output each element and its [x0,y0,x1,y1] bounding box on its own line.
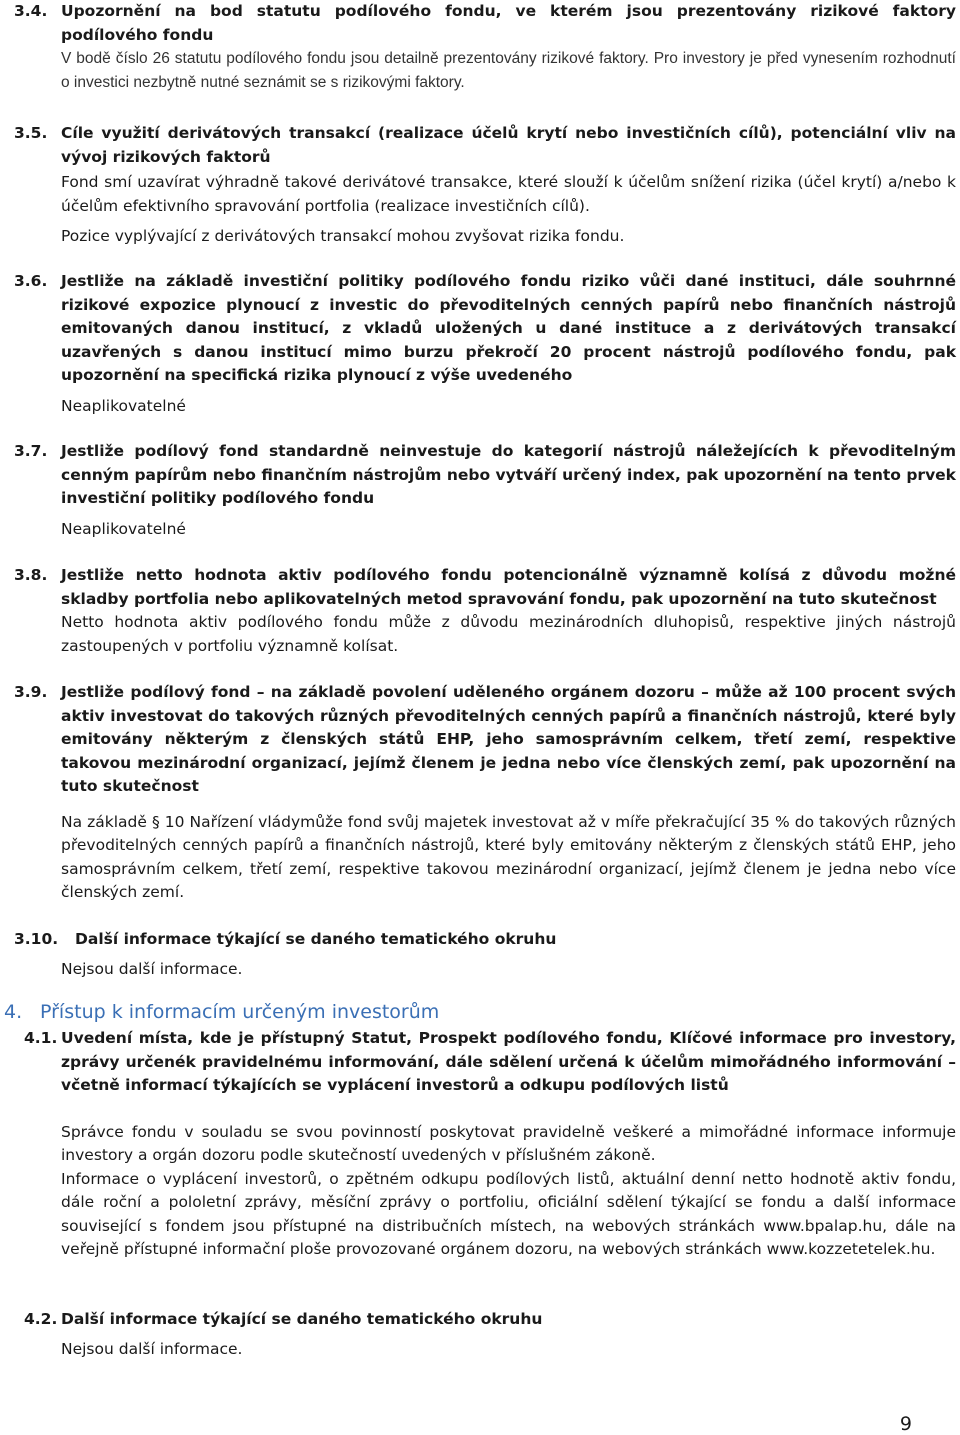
section-3-7 [0,440,960,541]
section-heading-text: Upozornění na bod statutu podílového fondu, ve kterém jsou prezentovány rizikové faktory podílového fondu [61,2,956,44]
section-heading-text: Jestliže netto hodnota aktiv podílového fondu potencionálně významně kolísá z důvodu možné skladby portfolia nebo aplikovatelných metod spravování fondu, pak upozornění na tuto skutečnost [61,566,956,608]
section-text: Informace o vyplácení investorů, o zpětném odkupu podílových listů, aktuální denní netto hodnotě aktiv fondu, dále roční a pololetní zprávy, měsíční zprávy o portfoliu, oficiální sdělení týkající se fondu a další informace související s fondem jsou přístupné na distribučních místech, na webových stránkách www.bpalap.hu, dále na veřejně přístupné informační ploše provozované orgánem dozoru, na webových stránkách www.kozzetetelek.hu. [61,1169,956,1258]
section-heading [0,440,960,511]
section-number: 3.8. [14,566,48,584]
section-heading [0,122,960,169]
section-number: 3.7. [14,442,48,460]
section-number: 4. [4,1001,23,1023]
section-heading [0,270,960,388]
section-text: Neaplikovatelné [61,396,186,415]
section-text: Nejsou další informace. [61,1339,243,1358]
section-heading [0,1308,960,1332]
section-heading-text: Další informace týkající se daného tematického okruhu [61,1310,543,1328]
section-text: Nejsou další informace. [61,959,243,978]
section-number: 3.6. [14,272,48,290]
page-number: 9 [899,1413,912,1435]
section-number: 4.2. [24,1310,58,1328]
section-heading-text: Další informace týkající se daného tematického okruhu [75,930,557,948]
section-3-4 [0,0,960,94]
section-number: 3.4. [14,2,48,20]
section-heading [0,928,960,952]
section-heading-text: Uvedení místa, kde je přístupný Statut, Prospekt podílového fondu, Klíčové informace pro investory, zprávy určenék pravidelnému informování, dále sdělení určená k účelům mimořádného informování – včetně informací týkajících se vyplácení investorů a odkupu podílových listů [61,1029,956,1094]
section-heading-text: Cíle využití derivátových transakcí (realizace účelů krytí nebo investičních cílů), potenciální vliv na vývoj rizikových faktorů [61,124,956,166]
section-text: Neaplikovatelné [61,519,186,538]
section-number: 3.9. [14,683,48,701]
section-3-9 [0,681,960,905]
section-text: Netto hodnota aktiv podílového fondu může z důvodu mezinárodních dluhopisů, respektive jiných nástrojů zastoupených v portfoliu významně kolísat. [61,613,956,655]
section-4-title [4,999,439,1025]
section-text: Fond smí uzavírat výhradně takové derivátové transakce, které slouží k účelům snížení rizika (účel krytí) a/nebo k účelům efektivního spravování portfolia (realizace investičních cílů). [61,173,956,215]
section-heading-text: Jestliže podílový fond standardně neinvestuje do kategorií nástrojů náležejících k převoditelným cenným papírům nebo finančním nástrojům nebo vytváří určený index, pak upozornění na tento prvek investiční politiky podílového fondu [61,442,956,507]
section-number: 3.5. [14,124,48,142]
section-title-text: Přístup k informacím určeným investorům [40,1001,440,1023]
section-heading [0,564,960,611]
section-4-1 [0,1027,960,1262]
section-number: 3.10. [14,930,59,948]
section-3-8 [0,564,960,658]
section-heading [0,681,960,799]
section-heading [0,1027,960,1098]
section-number: 4.1. [24,1029,58,1047]
section-heading-text: Jestliže na základě investiční politiky podílového fondu riziko vůči dané instituci, dále souhrnné rizikové expozice plynoucí z investic do převoditelných cenných papírů nebo finančních nástrojů emitovaných danou institucí, z vkladů uložených u dané instituce a z derivátových transakcí uzavřených s danou institucí mimo burzu překročí 20 procent nástrojů podílového fondu, pak upozornění na specifická rizika plynoucí z výše uvedeného [61,272,956,384]
section-heading-text: Jestliže podílový fond – na základě povolení uděleného orgánem dozoru – může až 100 procent svých aktiv investovat do takových různých převoditelných cenných papírů a finančních nástrojů, které byly emitovány některým z členských států EHP, jeho samosprávním celkem, třetí zemí, respektive takovou mezinárodní organizací, jejímž členem je jedna nebo více členských zemí, pak upozornění na tuto skutečnost [61,683,956,795]
section-3-6 [0,270,960,418]
section-4-2 [0,1308,960,1361]
section-text: Pozice vyplývající z derivátových transakcí mohou zvyšovat rizika fondu. [61,227,625,245]
section-text: Správce fondu v souladu se svou povinností poskytovat pravidelně veškeré a mimořádné informace informuje investory a orgán dozoru podle skutečností uvedených v příslušném zákoně. [61,1122,956,1164]
section-3-5 [0,122,960,249]
section-3-10 [0,928,960,981]
section-text: V bodě číslo 26 statutu podílového fondu jsou detailně prezentovány rizikové faktory. Pro investory je před vynesením rozhodnutí o investici nezbytně nutné seznámit se s rizikovými faktory. [61,50,956,91]
section-heading [0,0,960,47]
section-text: Na základě § 10 Nařízení vládymůže fond svůj majetek investovat až v míře překračující 35 % do takových různých převoditelných cenných papírů a finančních nástrojů, které byly emitovány některým z členských států EHP, jeho samosprávním celkem, třetí zemí, respektive takovou mezinárodní organizací, jejímž členem je jedna nebo více členských zemí. [61,812,956,901]
